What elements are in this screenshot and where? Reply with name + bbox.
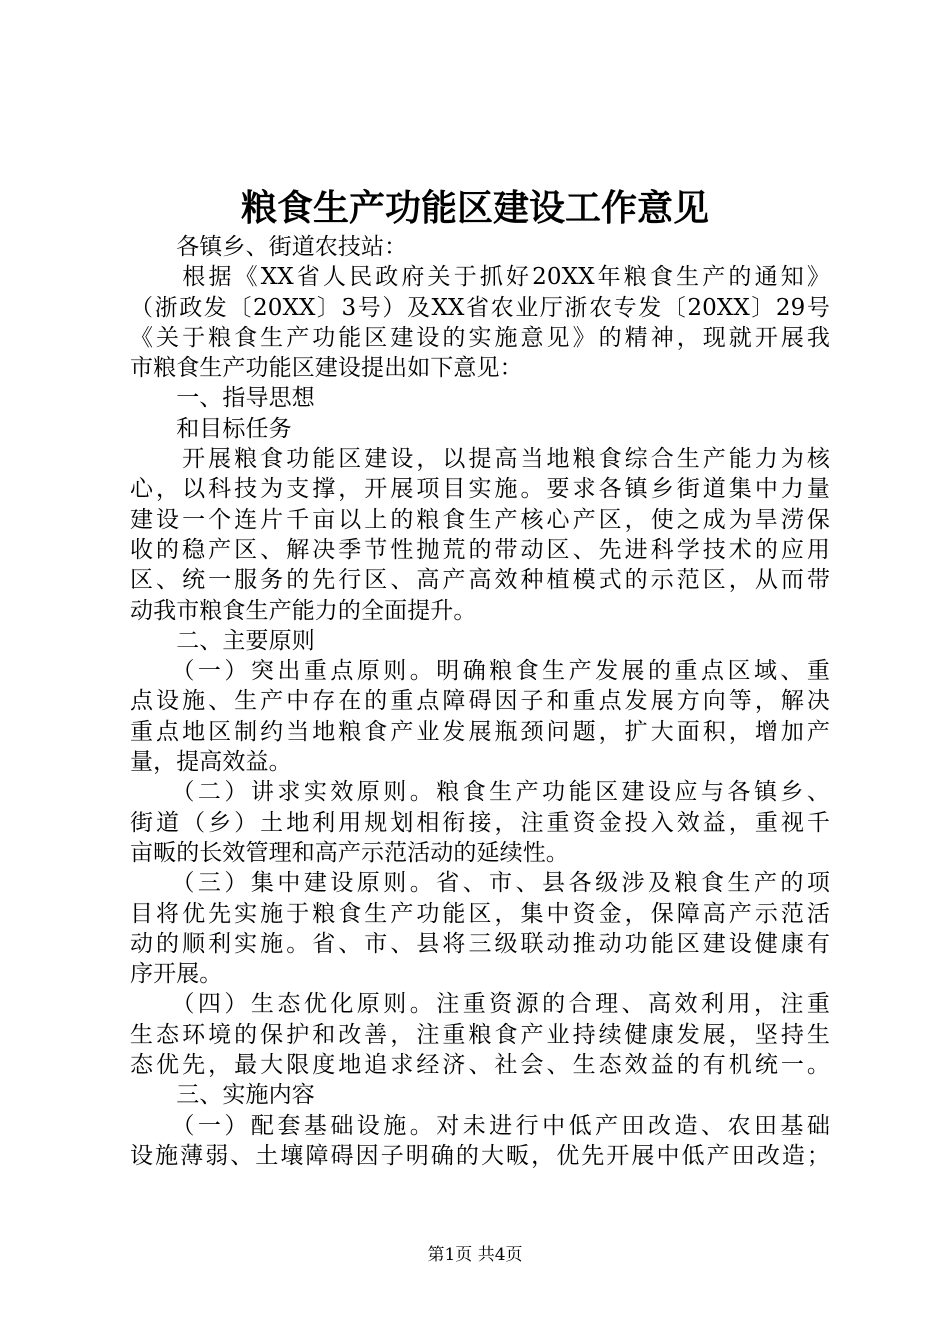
paragraph-line: （浙政发〔20XX〕3号）及XX省农业厅浙农专发〔20XX〕29号 xyxy=(130,294,830,321)
paragraph-line: 亩畈的长效管理和高产示范活动的延续性。 xyxy=(130,839,569,866)
document-title: 粮食生产功能区建设工作意见 xyxy=(240,187,709,229)
page-number: 第1页 共4页 xyxy=(427,1245,523,1265)
paragraph-line: （四）生态优化原则。注重资源的合理、高效利用，注重 xyxy=(130,991,830,1018)
paragraph-line: 一、指导思想 xyxy=(130,385,315,412)
paragraph-line: 各镇乡、街道农技站： xyxy=(130,234,408,260)
paragraph-line: （一）突出重点原则。明确粮食生产发展的重点区域、重 xyxy=(130,658,830,685)
paragraph-line: 收的稳产区、解决季节性抛荒的带动区、先进科学技术的应用 xyxy=(130,536,830,563)
paragraph-line: 设施薄弱、土壤障碍因子明确的大畈，优先开展中低产田改造； xyxy=(130,1142,830,1169)
paragraph-line: （二）讲求实效原则。粮食生产功能区建设应与各镇乡、 xyxy=(130,779,830,806)
paragraph-line: 开展粮食功能区建设，以提高当地粮食综合生产能力为核 xyxy=(130,446,830,473)
paragraph-line: 《关于粮食生产功能区建设的实施意见》的精神，现就开展我 xyxy=(130,324,830,351)
paragraph-line: 生态环境的保护和改善，注重粮食产业持续健康发展，坚持生 xyxy=(130,1021,830,1048)
paragraph-line: 动我市粮食生产能力的全面提升。 xyxy=(130,597,477,624)
paragraph-line: 动的顺利实施。省、市、县将三级联动推动功能区建设健康有 xyxy=(130,930,830,957)
paragraph-line: 目将优先实施于粮食生产功能区，集中资金，保障高产示范活 xyxy=(130,900,830,927)
paragraph-line: 点设施、生产中存在的重点障碍因子和重点发展方向等，解决 xyxy=(130,688,830,715)
paragraph-line: 和目标任务 xyxy=(130,415,292,442)
paragraph-line: 市粮食生产功能区建设提出如下意见： xyxy=(130,355,523,382)
paragraph-line: 二、主要原则 xyxy=(130,627,315,654)
paragraph-line: 建设一个连片千亩以上的粮食生产核心产区，使之成为旱涝保 xyxy=(130,506,830,533)
paragraph-line: 序开展。 xyxy=(130,961,223,988)
paragraph-line: 根据《XX省人民政府关于抓好20XX年粮食生产的通知》 xyxy=(130,264,830,291)
paragraph-line: 态优先，最大限度地追求经济、社会、生态效益的有机统一。 xyxy=(130,1052,830,1079)
paragraph-line: 区、统一服务的先行区、高产高效种植模式的示范区，从而带 xyxy=(130,567,830,594)
paragraph-line: 量，提高效益。 xyxy=(130,749,292,776)
paragraph-line: 三、实施内容 xyxy=(130,1082,315,1109)
paragraph-line: （一）配套基础设施。对未进行中低产田改造、农田基础 xyxy=(130,1112,830,1139)
paragraph-line: 街道（乡）土地利用规划相衔接，注重资金投入效益，重视千 xyxy=(130,809,830,836)
paragraph-line: 心，以科技为支撑，开展项目实施。要求各镇乡街道集中力量 xyxy=(130,476,830,503)
document-body xyxy=(130,232,830,1171)
paragraph-line: （三）集中建设原则。省、市、县各级涉及粮食生产的项 xyxy=(130,870,830,897)
paragraph-line: 重点地区制约当地粮食产业发展瓶颈问题，扩大面积，增加产 xyxy=(130,718,830,745)
